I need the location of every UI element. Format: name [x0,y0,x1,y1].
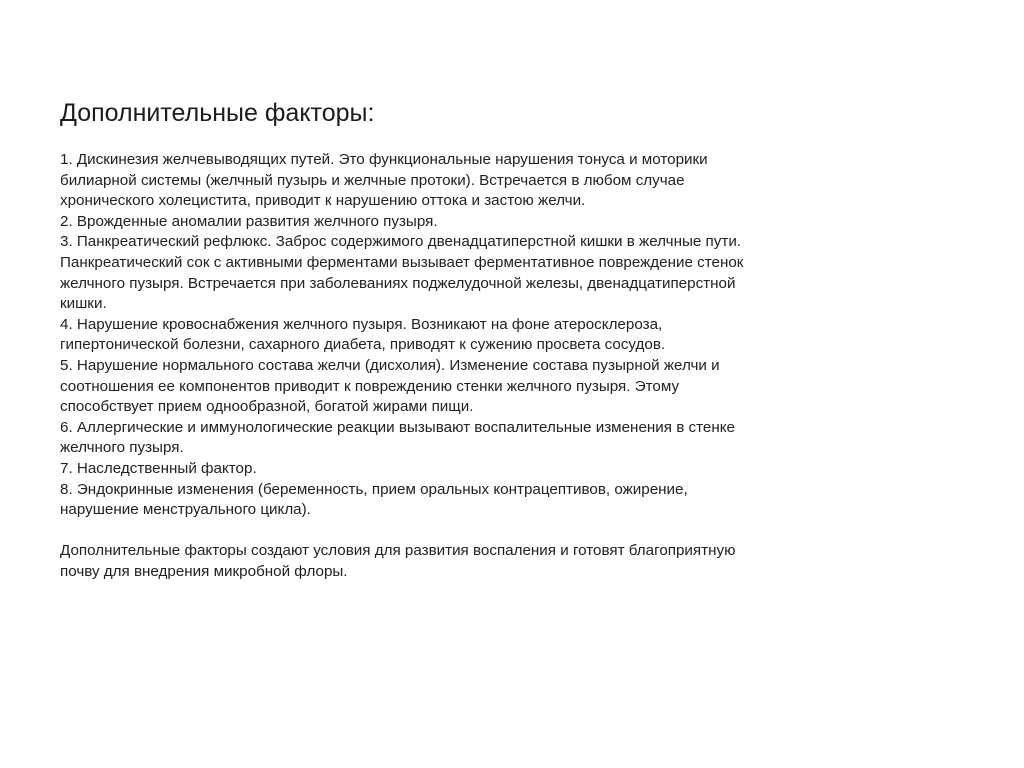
body-line: хронического холецистита, приводит к нарушению оттока и застою желчи. [60,192,586,210]
body-line: Панкреатический сок с активными ферментами вызывает ферментативное повреждение стенок [60,253,744,271]
body-line: желчного пузыря. Встречается при заболеваниях поджелудочной железы, двенадцатиперстной [60,274,736,292]
body-line: 1. Дискинезия желчевыводящих путей. Это функциональные нарушения тонуса и моторики [60,151,708,168]
body-line: 3. Панкреатический рефлюкс. Заброс содержимого двенадцатиперстной кишки в желчные пути. [60,233,742,251]
body-line: нарушение менструального цикла). [60,501,311,519]
body-line: 6. Аллергические и иммунологические реакции вызывают воспалительные изменения в стенке [60,418,735,436]
body-line: 8. Эндокринные изменения (беременность, прием оральных контрацептивов, ожирение, [60,480,688,498]
body-line: способствует прием однообразной, богатой жирами пищи. [60,398,474,416]
body-line: желчного пузыря. [60,439,184,457]
body-line: соотношения ее компонентов приводит к повреждению стенки желчного пузыря. Этому [60,377,680,395]
conclusion-line: Дополнительные факторы создают условия для развития воспаления и готовят благоприятную [60,542,736,560]
body-line: 4. Нарушение кровоснабжения желчного пузыря. Возникают на фоне атеросклероза, [60,315,663,333]
body-line: 7. Наследственный фактор. [60,459,257,477]
slide-title: Дополнительные факторы: [60,99,375,127]
body-line: билиарной системы (желчный пузырь и желчные протоки). Встречается в любом случае [60,171,685,189]
conclusion-line: почву для внедрения микробной флоры. [60,562,348,580]
body-line: кишки. [60,295,107,313]
body-line: 5. Нарушение нормального состава желчи (дисхолия). Изменение состава пузырной желчи и [60,356,720,374]
paragraph-spacer [60,521,840,542]
slide-body [60,150,840,582]
body-line: 2. Врожденные аномалии развития желчного пузыря. [60,212,438,230]
body-line: гипертонической болезни, сахарного диабета, приводят к сужению просвета сосудов. [60,336,666,354]
